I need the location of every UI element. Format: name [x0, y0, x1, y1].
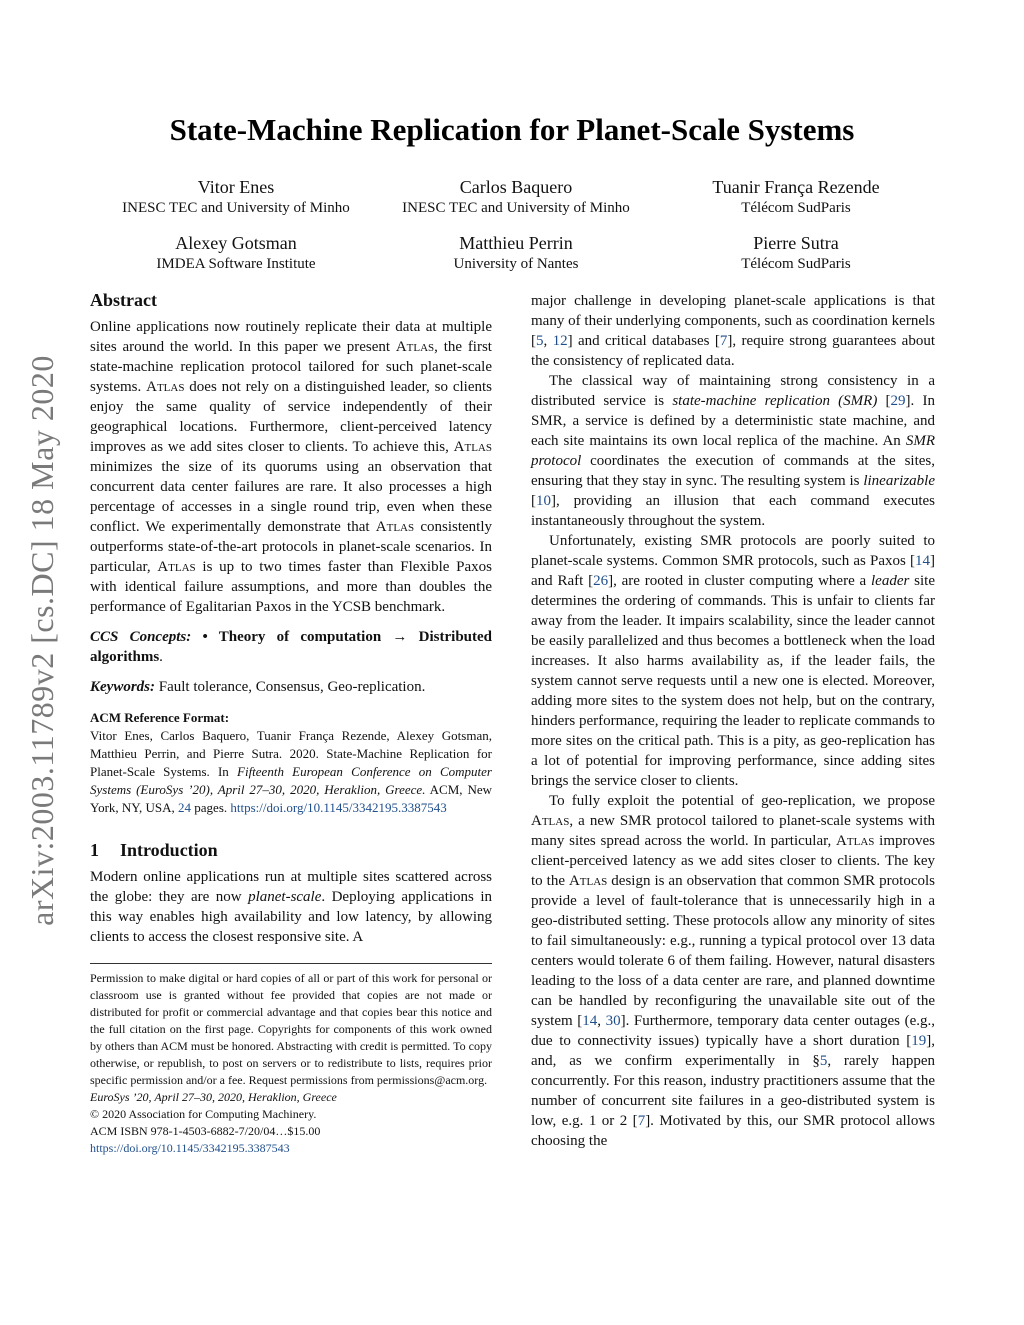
atlas-name: Atlas: [568, 873, 608, 889]
emphasis: leader: [871, 573, 910, 589]
acm-ref-pages-link[interactable]: 24: [178, 800, 192, 815]
author-row-1: [96, 176, 936, 218]
author-affiliation: INESC TEC and University of Minho: [122, 200, 350, 216]
author-affiliation: Télécom SudParis: [741, 200, 851, 216]
abstract-span: does not rely on a distinguished leader, so clients enjoy the same quality of service independently of their geographical locations. Furthermore, client-perceived latency improves as we add sites closer to clients. To achieve this,: [90, 379, 492, 455]
text-span: The classical way of maintaining strong consistency in a distributed service is: [531, 373, 935, 409]
atlas-name: Atlas: [395, 339, 435, 355]
permission-notice: Permission to make digital or hard copies of all or part of this work for personal or classroom use is granted without fee provided that copies are not made or distributed for profit or commercial advantage and that copies bear this notice and the full citation on the first page. Copyrights for components of this work owned by others than ACM must be honored. Abstracting with credit is permitted. To copy otherwise, or republish, to post on servers or to redistribute to lists, requires prior specific permission and/or a fee. Request permissions from permissions@acm.org.: [90, 971, 492, 1087]
author-name: Vitor Enes: [197, 177, 275, 197]
author-name: Carlos Baquero: [459, 177, 573, 197]
ccs-concepts: [90, 627, 492, 667]
atlas-name: Atlas: [157, 559, 196, 575]
acm-ref-span: pages.: [191, 800, 231, 815]
paragraph: [531, 291, 935, 371]
footnote-rule: [90, 963, 492, 964]
text-span: ]. Furthermore, temporary data center outages (e.g., due to connectivity issues) typically have a short duration [: [531, 1013, 935, 1049]
author-affiliation: Télécom SudParis: [741, 256, 851, 272]
text-span: [: [531, 493, 536, 509]
text-span: , a new SMR protocol tailored to planet-scale systems with many sites spread across the world. In particular,: [531, 813, 935, 849]
left-column: [90, 289, 492, 1157]
emphasis: SMR protocol: [531, 433, 935, 469]
acm-reference-heading: ACM Reference Format:: [90, 710, 230, 725]
ccs-label: CCS Concepts:: [90, 629, 192, 645]
atlas-name: Atlas: [531, 813, 570, 829]
citation-link[interactable]: 7: [637, 1113, 646, 1129]
text-span: ], are rooted in cluster computing where a: [608, 573, 872, 589]
author: [96, 232, 376, 274]
author: [656, 232, 936, 274]
atlas-name: Atlas: [146, 379, 185, 395]
author: [376, 176, 656, 218]
keywords-label: Keywords:: [90, 679, 155, 695]
abstract-span: is up to two times faster than Flexible Paxos with identical failure assumptions, and more than doubles the performance of Egalitarian Paxos in the YCSB benchmark.: [90, 559, 492, 615]
abstract-text: [90, 317, 492, 617]
text-span: ] and Raft [: [531, 553, 935, 589]
atlas-name: Atlas: [453, 439, 492, 455]
footnote-doi-link[interactable]: https://doi.org/10.1145/3342195.3387543: [90, 1141, 290, 1155]
text-span: ]. Motivated by this, our SMR protocol allows choosing the: [531, 1113, 935, 1149]
text-span: improves client-perceived latency as we add sites closer to clients. The key to the: [531, 833, 935, 889]
text-span: ]. In SMR, a service is defined by a deterministic state machine, and each site maintains its own local replica of the machine. An: [531, 393, 935, 449]
right-column: [531, 291, 935, 1151]
text-span: site determines the ordering of commands. This is unfair to clients far away from the leader. It impairs scalability, since the leader cannot be easily parallelized and thus becomes a bottleneck when the load increases. It also harms availability as, if the leader fails, the system cannot serve requests until a new one is elected. Moreover, adding more sites to the system does not help, but on the contrary, hinders performance, requiring the leader to replicate commands to more sites on the critical path. This is a pity, as geo-replication has a lot of potential for improving performance, since adding sites brings the service closer to clients.: [531, 573, 935, 789]
citation-link[interactable]: 19: [911, 1033, 927, 1049]
paragraph: [531, 531, 935, 791]
text-span: , rarely happen concurrently. For this reason, industry practitioners assume that the number of concurrent site failures in a geo-distributed system is low, e.g. 1 or 2 [: [531, 1053, 935, 1129]
footnote-copyright: © 2020 Association for Computing Machinery.: [90, 1107, 317, 1121]
arxiv-identifier-text: arXiv:2003.11789v2 [cs.DC] 18 May 2020: [23, 354, 60, 926]
citation-link[interactable]: 30: [605, 1013, 621, 1029]
intro-span: . Deploying applications in this way enables high availability and low latency, by allowing clients to access the closest responsive site. A: [90, 889, 492, 945]
arxiv-identifier: [22, 340, 62, 940]
atlas-name: Atlas: [836, 833, 875, 849]
author-name: Matthieu Perrin: [459, 233, 573, 253]
abstract-span: , the first state-machine replication protocol tailored for such planet-scale systems.: [90, 339, 492, 395]
text-span: ,: [543, 333, 553, 349]
acm-ref-span: ACM, New York, NY, USA,: [90, 782, 492, 815]
intro-emphasis: planet-scale: [248, 889, 322, 905]
acm-ref-span: Vitor Enes, Carlos Baquero, Tuanir França Rezende, Alexey Gotsman, Matthieu Perrin, and Pierre Sutra. 2020. State-Machine Replication for Planet-Scale Systems. In: [90, 728, 492, 779]
atlas-name: Atlas: [375, 519, 415, 535]
abstract-span: Online applications now routinely replicate their data at multiple sites around the world. In this paper we present: [90, 319, 492, 355]
text-span: Unfortunately, existing SMR protocols are poorly suited to planet-scale systems. Common SMR protocols, such as Paxos [: [531, 533, 935, 569]
text-span: ,: [597, 1013, 606, 1029]
text-span: coordinates the execution of commands at the sites, ensuring that they stay in sync. The resulting system is: [531, 453, 935, 489]
author: [376, 232, 656, 274]
text-span: design is an observation that common SMR protocols provide a level of fault-tolerance that is unnecessarily high in a geo-distributed setting. These protocols allow any minority of sites to fail simultaneously: e.g., running a typical protocol over 13 data centers would tolerate 6 of them failing. However, natural disasters leading to the loss of a data center are rare, and planned downtime can be handled by reconfiguring the unavailable site out of the system [: [531, 873, 935, 1029]
text-span: ], providing an illusion that each command executes instantaneously throughout the system.: [531, 493, 935, 529]
text-span: major challenge in developing planet-scale applications is that many of their underlying components, such as coordination kernels [: [531, 293, 935, 349]
text-span: [: [877, 393, 891, 409]
keywords: [90, 677, 492, 697]
acm-ref-doi-link[interactable]: https://doi.org/10.1145/3342195.3387543: [230, 800, 447, 815]
author-row-2: [96, 232, 936, 274]
citation-link[interactable]: 12: [552, 333, 568, 349]
introduction-heading: [90, 839, 492, 861]
ccs-bullet: • Theory of computation → Distributed algorithms: [90, 629, 492, 665]
author-affiliation: IMDEA Software Institute: [156, 256, 316, 272]
emphasis: linearizable: [863, 473, 935, 489]
acm-reference-text: [90, 727, 492, 817]
author-affiliation: University of Nantes: [453, 256, 579, 272]
citation-link[interactable]: 29: [890, 393, 906, 409]
author-affiliation: INESC TEC and University of Minho: [402, 200, 630, 216]
abstract-span: consistently outperforms state-of-the-art protocols in planet-scale scenarios. In particular,: [90, 519, 492, 575]
citation-link[interactable]: 26: [593, 573, 609, 589]
paragraph: [531, 371, 935, 531]
author: [656, 176, 936, 218]
text-span: ], and, as we confirm experimentally in §: [531, 1033, 935, 1069]
abstract-span: minimizes the size of its quorums using an observation that concurrent data center failures are rare. It also processes a high percentage of accesses in a single round trip, even when these conflict. We experimentally demonstrate that: [90, 459, 492, 535]
ccs-end: .: [159, 649, 163, 665]
section-title: Introduction: [120, 840, 218, 860]
paragraph: [531, 791, 935, 1151]
text-span: ], require strong guarantees about the consistency of replicated data.: [531, 333, 935, 369]
citation-link[interactable]: 5: [536, 333, 544, 349]
section-reference-link[interactable]: 5: [819, 1053, 828, 1069]
citation-link[interactable]: 7: [719, 333, 728, 349]
emphasis: state-machine replication (SMR): [672, 393, 878, 409]
author: [96, 176, 376, 218]
text-span: ] and critical databases [: [567, 333, 720, 349]
citation-link[interactable]: 10: [536, 493, 551, 509]
introduction-text: [90, 867, 492, 947]
author-name: Pierre Sutra: [753, 233, 839, 253]
citation-link[interactable]: 14: [915, 553, 930, 569]
acm-ref-venue: Fifteenth European Conference on Computer Systems (EuroSys ’20), April 27–30, 2020, Heraklion, Greece.: [90, 764, 492, 797]
footnote-isbn: ACM ISBN 978-1-4503-6882-7/20/04…$15.00: [90, 1124, 321, 1138]
footnote-venue-text: EuroSys ’20, April 27–30, 2020, Heraklion, Greece: [90, 1090, 337, 1104]
footnote-venue: [90, 1089, 492, 1106]
author-name: Tuanir França Rezende: [712, 177, 880, 197]
section-number: 1: [90, 840, 99, 860]
abstract-heading: Abstract: [90, 290, 157, 310]
author-block: [96, 176, 936, 288]
intro-span: Modern online applications run at multiple sites scattered across the globe: they are now: [90, 869, 492, 905]
keywords-text: Fault tolerance, Consensus, Geo-replication.: [155, 679, 426, 695]
citation-link[interactable]: 14: [582, 1013, 598, 1029]
author-name: Alexey Gotsman: [175, 233, 297, 253]
text-span: To fully exploit the potential of geo-replication, we propose: [549, 793, 935, 809]
paper-title: State-Machine Replication for Planet-Scale Systems: [169, 112, 855, 147]
